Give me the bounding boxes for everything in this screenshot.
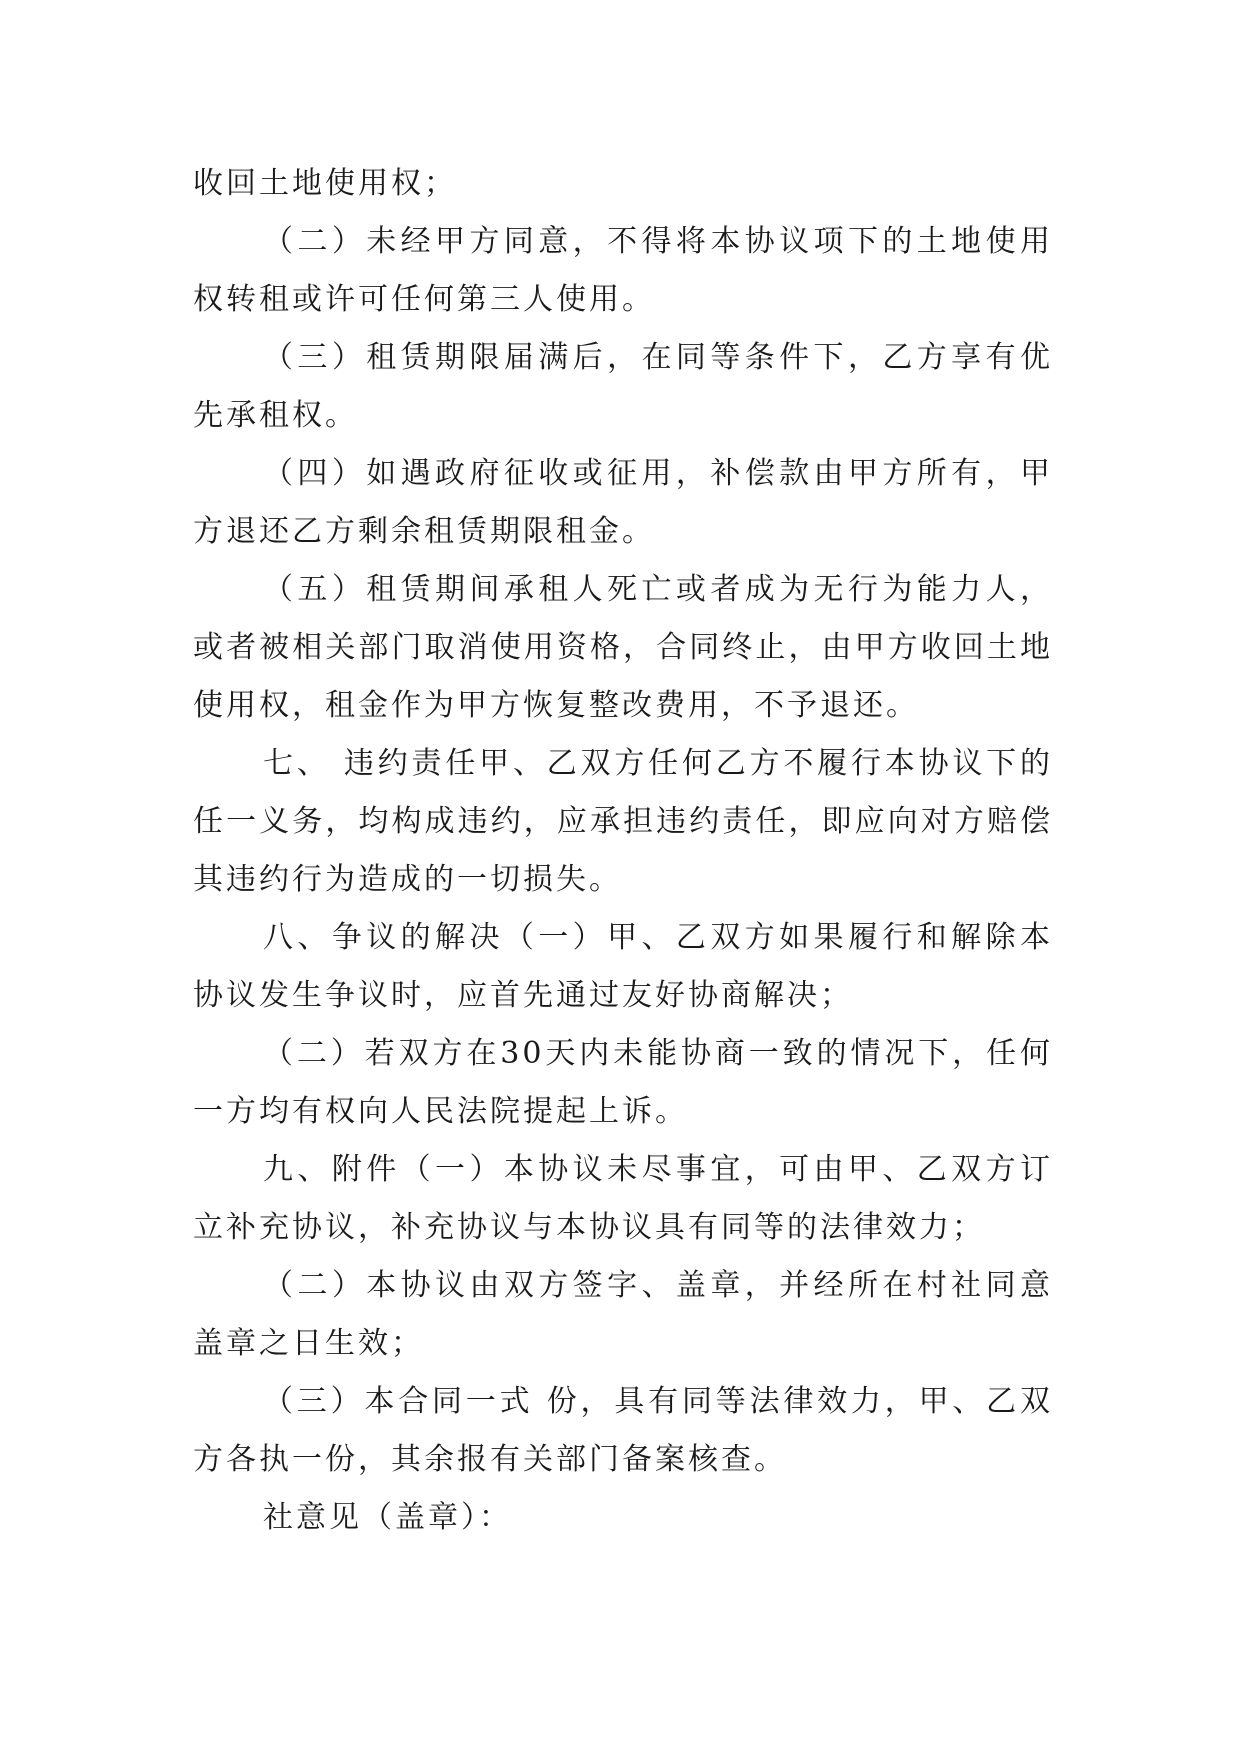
paragraph-clause-2: （二）未经甲方同意，不得将本协议项下的土地使用权转租或许可任何第三人使用。 (193, 224, 1053, 317)
paragraph-dispute-clause-2: （二）若双方在30天内未能协商一致的情况下，任何一方均有权向人民法院提起上诉。 (193, 1036, 1053, 1129)
paragraph-appendix-clause-2: （二）本协议由双方签字、盖章，并经所在村社同意盖章之日生效； (193, 1268, 1053, 1361)
paragraph-dispute-resolution: 八、争议的解决（一）甲、乙双方如果履行和解除本协议发生争议时，应首先通过友好协商解决； (193, 920, 1053, 1013)
paragraph-appendix: 九、附件（一）本协议未尽事宜，可由甲、乙双方订立补充协议，补充协议与本协议具有同等的法律效力； (193, 1152, 1053, 1245)
paragraph-community-opinion: 社意见（盖章）： (263, 1500, 512, 1535)
document-body (193, 155, 1053, 1547)
paragraph-land-use-right: 收回土地使用权； (193, 166, 457, 201)
paragraph-clause-3: （三）租赁期限届满后，在同等条件下，乙方享有优先承租权。 (193, 340, 1053, 433)
paragraph-clause-5: （五）租赁期间承租人死亡或者成为无行为能力人，或者被相关部门取消使用资格，合同终止，由甲方收回土地使用权，租金作为甲方恢复整改费用，不予退还。 (193, 572, 1053, 723)
paragraph-clause-4: （四）如遇政府征收或征用，补偿款由甲方所有，甲方退还乙方剩余租赁期限租金。 (193, 456, 1053, 549)
paragraph-breach-liability: 七、 违约责任甲、乙双方任何乙方不履行本协议下的任一义务，均构成违约，应承担违约责任，即应向对方赔偿其违约行为造成的一切损失。 (193, 746, 1053, 897)
paragraph-appendix-clause-3: （三）本合同一式 份，具有同等法律效力，甲、乙双方各执一份，其余报有关部门备案核查。 (193, 1384, 1053, 1477)
